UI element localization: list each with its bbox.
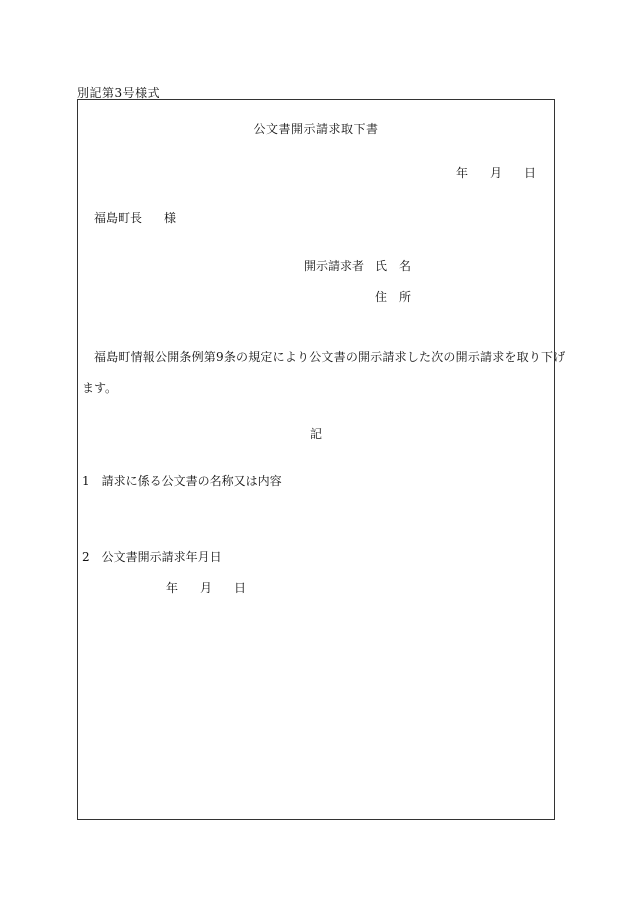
requester-address-label: 住 所 <box>375 290 412 304</box>
requester-label: 開示請求者 <box>304 259 365 273</box>
ki-heading: 記 <box>309 427 322 441</box>
document-title: 公文書開示請求取下書 <box>253 122 379 136</box>
request-date-month-label: 月 <box>200 581 213 595</box>
date-year-label: 年 <box>455 166 468 180</box>
request-date <box>166 579 246 596</box>
recipient-honorific: 様 <box>164 211 177 225</box>
recipient-name: 福島町長 <box>94 211 143 225</box>
body-text-line-2: ます。 <box>82 381 118 395</box>
request-date-day-label: 日 <box>234 581 247 595</box>
requester-name-label: 氏 名 <box>375 259 412 273</box>
form-number: 別記第3号様式 <box>77 86 161 100</box>
date-day-label: 日 <box>523 166 536 180</box>
item-1-number: 1 <box>82 474 90 488</box>
item-1 <box>82 472 282 489</box>
item-2-text: 公文書開示請求年月日 <box>101 550 222 564</box>
submission-date <box>456 164 536 181</box>
item-2-number: 2 <box>82 550 90 564</box>
date-month-label: 月 <box>489 166 502 180</box>
request-date-year-label: 年 <box>166 581 179 595</box>
form-frame <box>77 99 566 820</box>
recipient <box>94 209 176 226</box>
body-text-line-1: 福島町情報公開条例第9条の規定により公文書の開示請求した次の開示請求を取り下げ <box>94 350 566 364</box>
item-1-text: 請求に係る公文書の名称又は内容 <box>101 474 282 488</box>
item-2 <box>82 548 222 565</box>
